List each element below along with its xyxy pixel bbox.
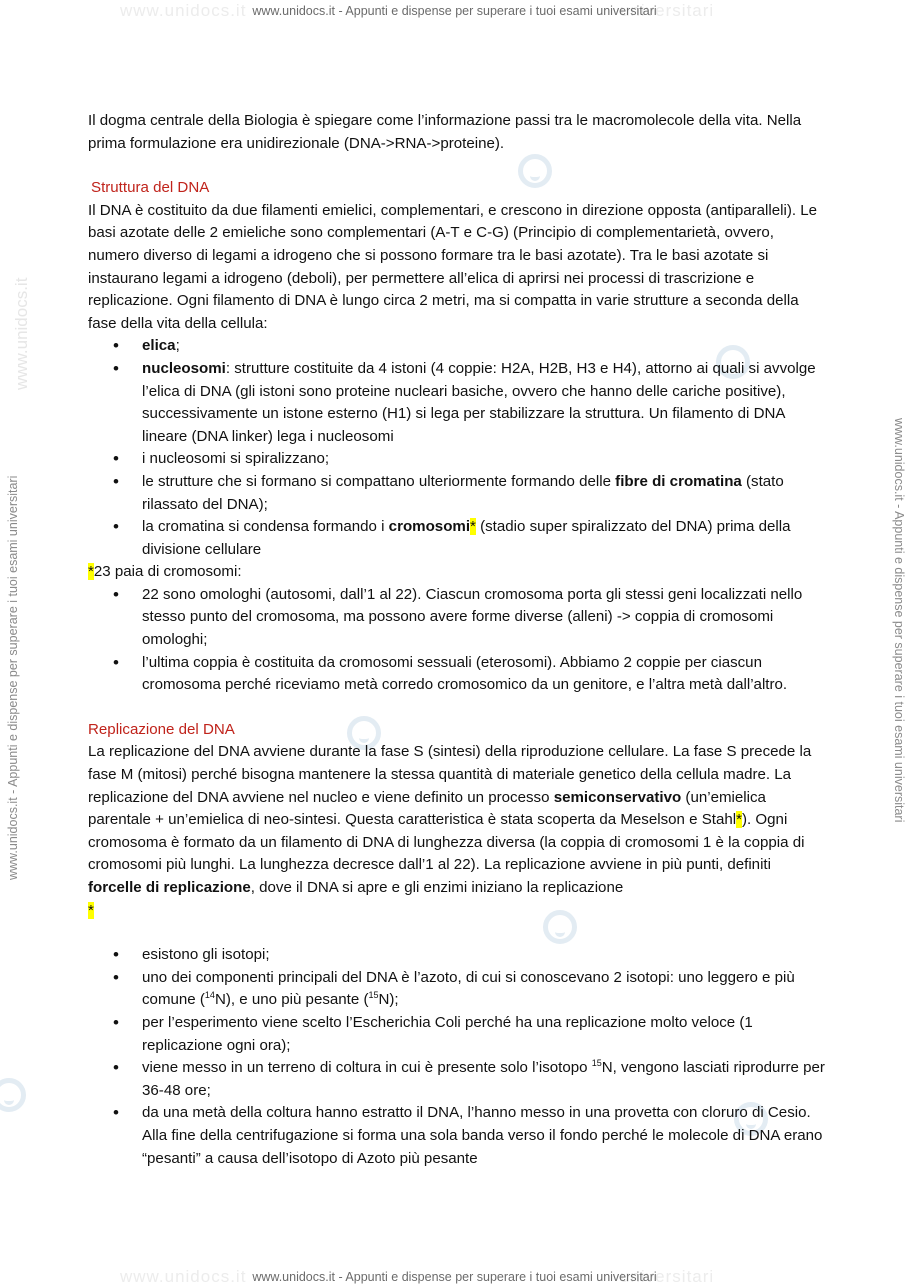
note-paragraph (88, 900, 828, 923)
list-item-text: (stato rilassato del DNA); (142, 472, 784, 513)
list-item (88, 1057, 828, 1102)
watermark-footer (0, 1266, 909, 1288)
list-item: • per l’esperimento viene scelto l’Escherichia Coli perché ha una replicazione molto veloce (1 replicazione ogni ora); (88, 1012, 828, 1057)
highlight-mark: * (88, 563, 94, 581)
term-bold: forcelle di replicazione (88, 879, 251, 896)
isotope-superscript: 15 (368, 990, 379, 1001)
highlight-mark: * (470, 518, 476, 536)
list-item: • esistono gli isotopi; (88, 944, 828, 967)
watermark-ghost-text: universitari (620, 1267, 715, 1286)
term-bold: elica (142, 337, 176, 355)
list-item: • da una metà della coltura hanno estratto il DNA, l’hanno messo in una provetta con cloruro di Cesio. Alla fine della centrifugazione si forma una sola banda verso il fondo perché le molecole di DNA erano “pesanti” a causa dell’isotopo di Azoto più pesante (88, 1102, 828, 1170)
watermark-banner-text: www.unidocs.it - Appunti e dispense per superare i tuoi esami universitari (252, 1270, 657, 1284)
highlight-mark: * (88, 901, 94, 919)
paragraph-text: ). Ogni cromosoma è formato da un filamento di DNA di lunghezza diversa (la coppia di cromosomi 1 è la coppia di cromosomi più lunghi. La lunghezza decresce dall’1 al 22). La replicazione avviene in più punti, definiti (88, 811, 805, 874)
list-item (88, 471, 828, 516)
term-bold: cromosomi (388, 518, 471, 536)
unidocs-logo-icon (0, 1078, 26, 1112)
list-item-text: la cromatina si condensa formando i (142, 518, 389, 536)
watermark-side-ghost: www.unidocs.it (12, 277, 31, 390)
list-item-text: uno dei componenti principali del DNA è l’azoto, di cui si conoscevano 2 isotopi: uno leggero e più comune ( (142, 968, 795, 1009)
document-body (88, 110, 828, 1170)
term-bold: fibre di cromatina (615, 472, 742, 490)
list-item-text: N); (378, 991, 399, 1009)
replicazione-paragraph (88, 741, 828, 899)
list-item-text: ; (175, 337, 180, 355)
list-item (88, 516, 828, 561)
chromosome-list (88, 584, 828, 697)
list-item: • 22 sono omologhi (autosomi, dall’1 al 22). Ciascun cromosoma porta gli stessi geni localizzati nello stesso punto del cromosoma, ma possono avere forme diverse (alleni) -> coppia di cromosomi omologhi; (88, 584, 828, 652)
section-heading-replicazione: Replicazione del DNA (88, 720, 235, 738)
isotope-superscript: 14 (204, 990, 215, 1001)
list-item-text: (stadio super spiralizzato del DNA) prima della divisione cellulare (142, 518, 791, 558)
paragraph-text: (un’emielica parentale + un’emielica di neo-sintesi. Questa caratteristica è stata scoperta da Meselson e Stahl (88, 788, 766, 829)
experiment-list (88, 944, 828, 1170)
struttura-paragraph: Il DNA è costituito da due filamenti emielici, complementari, e crescono in direzione opposta (antiparalleli). Le basi azotate delle 2 emieliche sono complementari (A-T e C-G) (Principio di complementarietà, ovvero, numero diverso di legami a idrogeno che si possono formare tra le basi azotate). Tra le basi azotate si instaurano legami a idrogeno (deboli), per permettere all’elica di aprirsi nei processi di trascrizione e replicazione. Ogni filamento di DNA è lungo circa 2 metri, ma si compatta in varie strutture a seconda della fase della vita della cellula: (88, 201, 818, 332)
note-paragraph (88, 561, 828, 584)
term-bold: nucleosomi (142, 359, 226, 377)
watermark-side-right: www.unidocs.it - Appunti e dispense per superare i tuoi esami universitari (892, 418, 906, 823)
watermark-ghost-text: www.unidocs.it (120, 1267, 247, 1286)
highlight-mark: * (736, 811, 742, 829)
list-item (88, 335, 828, 358)
compaction-list (88, 335, 828, 561)
list-item-text: le strutture che si formano si compattano ulteriormente formando delle (142, 472, 616, 490)
watermark-ghost-text: www.unidocs.it (120, 1, 247, 20)
list-item-text: i nucleosomi si spiralizzano; (142, 450, 330, 468)
section-heading-struttura: Struttura del DNA (91, 179, 210, 197)
note-text: 23 paia di cromosomi: (93, 563, 242, 581)
term-bold: semiconservativo (553, 788, 682, 806)
watermark-side-left: www.unidocs.it - Appunti e dispense per superare i tuoi esami universitari (6, 475, 20, 880)
list-item (88, 448, 828, 471)
list-item-text: N), e uno più pesante ( (214, 991, 369, 1009)
watermark-banner-text: www.unidocs.it - Appunti e dispense per superare i tuoi esami universitari (252, 4, 657, 18)
list-item: • l’ultima coppia è costituita da cromosomi sessuali (eterosomi). Abbiamo 2 coppie per ciascun cromosoma perché riceviamo metà corredo cromosomico da un genitore, e l’altra metà dall’altro. (88, 652, 828, 697)
watermark-header (0, 0, 909, 22)
watermark-ghost-text: universitari (620, 1, 715, 20)
intro-paragraph: Il dogma centrale della Biologia è spiegare come l’informazione passi tra le macromolecole della vita. Nella prima formulazione era unidirezionale (DNA->RNA->proteine). (88, 112, 802, 152)
list-item-text: : strutture costituite da 4 istoni (4 coppie: H2A, H2B, H3 e H4), attorno ai quali si avvolge l’elica di DNA (gli istoni sono proteine nucleari basiche, ovvero che hanno delle cariche positive), successivamente un istone esterno (H1) si lega per stabilizzare la struttura. Un filamento di DNA lineare (DNA linker) lega i nucleosomi (142, 359, 816, 445)
paragraph-text: La replicazione del DNA avviene durante la fase S (sintesi) della riproduzione cellulare. La fase S precede la fase M (mitosi) perché bisogna mantenere la stessa quantità di materiale genetico della cellula madre. La replicazione del DNA avviene nel nucleo e viene definito un processo (88, 743, 812, 806)
isotope-superscript: 15 (591, 1058, 602, 1069)
list-item (88, 967, 828, 1012)
paragraph-text: , dove il DNA si apre e gli enzimi iniziano la replicazione (250, 879, 624, 896)
list-item-text: viene messo in un terreno di coltura in cui è presente solo l’isotopo (142, 1059, 592, 1077)
list-item (88, 358, 828, 448)
list-item-text: N, vengono lasciati riprodurre per 36-48 ore; (142, 1059, 825, 1099)
